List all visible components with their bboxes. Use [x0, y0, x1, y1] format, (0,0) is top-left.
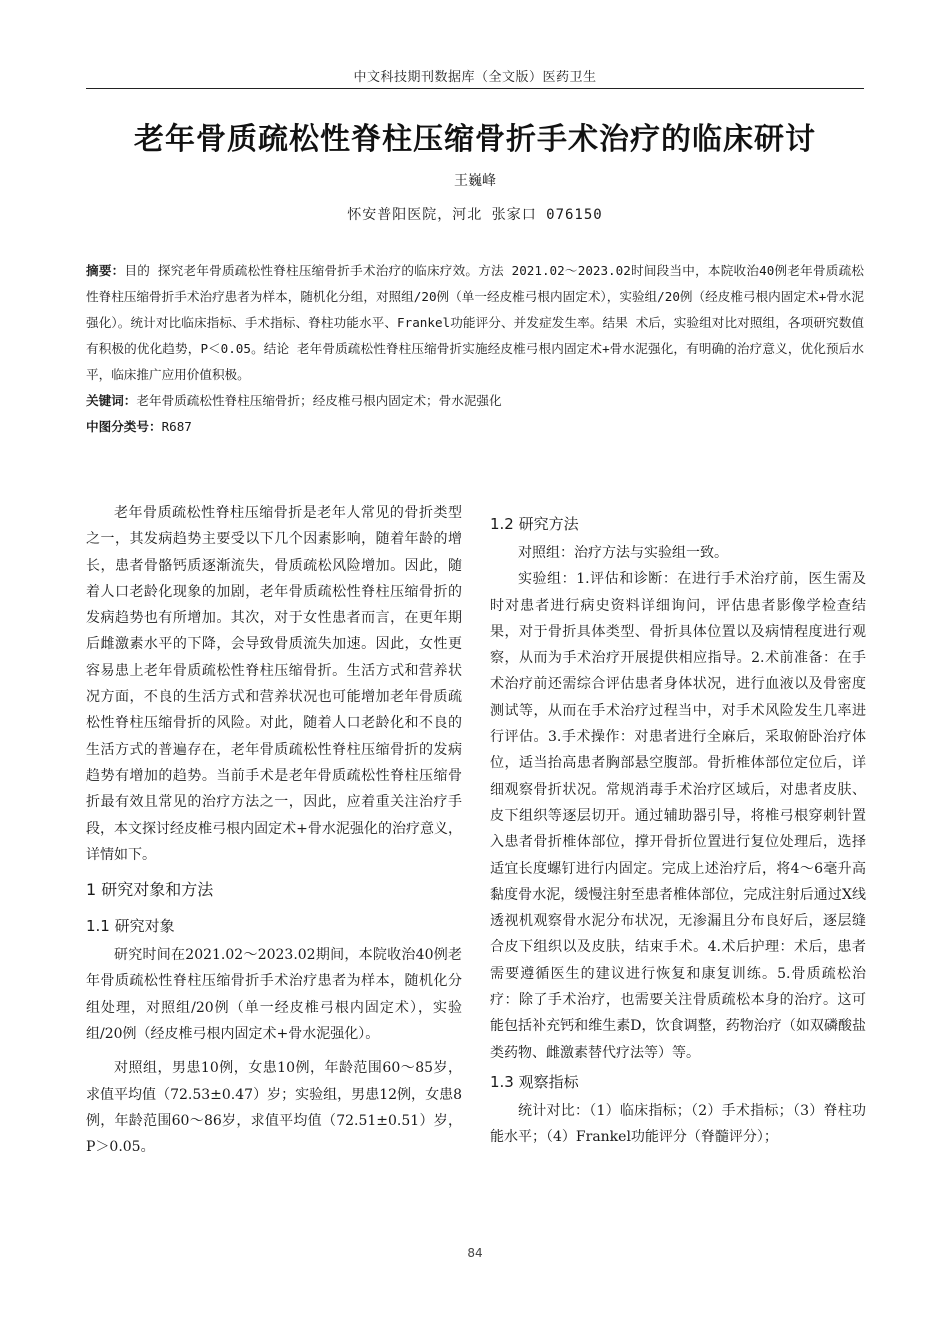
header-rule [86, 88, 864, 89]
abstract-block [86, 258, 864, 440]
author-name: 王巍峰 [454, 173, 496, 189]
classification-label: 中图分类号： [86, 419, 162, 434]
page-number: 84 [467, 1246, 483, 1260]
section-1-1-heading: 1.1 研究对象 [86, 917, 175, 936]
keywords-label: 关键词： [86, 393, 137, 408]
section-1-1-paragraph-1: 研究时间在2021.02～2023.02期间，本院收治40例老年骨质疏松性脊柱压缩骨折手术治疗患者为样本，随机化分组处理，对照组/20例（单一经皮椎弓根内固定术），实验组/20例（经皮椎弓根内固定术+骨水泥强化）。 [86, 947, 462, 1043]
abstract [86, 258, 864, 388]
control-group-paragraph: 对照组：治疗方法与实验组一致。 [518, 545, 728, 561]
abstract-text: 目的 探究老年骨质疏松性脊柱压缩骨折手术治疗的临床疗效。方法 2021.02～2023.02时间段当中，本院收治40例老年骨质疏松性脊柱压缩骨折手术治疗患者为样本，随机化分组，对照组/20例（单一经皮椎弓根内固定术），实验组/20例（经皮椎弓根内固定术+骨水泥强化）。统计对比临床指标、手术指标、脊柱功能水平、Frankel功能评分、并发症发生率。结果 术后，实验组对比对照组，各项研究数值有积极的优化趋势，P＜0.05。结论 老年骨质疏松性脊柱压缩骨折实施经皮椎弓根内固定术+骨水泥强化，有明确的治疗意义，优化预后水平，临床推广应用价值积极。 [86, 263, 865, 382]
intro-paragraph: 老年骨质疏松性脊柱压缩骨折是老年人常见的骨折类型之一，其发病趋势主要受以下几个因素影响，随着年龄的增长，患者骨骼钙质逐渐流失，骨质疏松风险增加。因此，随着人口老龄化现象的加剧，老年骨质疏松性脊柱压缩骨折的发病趋势也有所增加。其次，对于女性患者而言，在更年期后雌激素水平的下降，会导致骨质流失加速。因此，女性更容易患上老年骨质疏松性脊柱压缩骨折。生活方式和营养状况方面，不良的生活方式和营养状况也可能增加老年骨质疏松性脊柱压缩骨折的风险。对此，随着人口老龄化和不良的生活方式的普遍存在，老年骨质疏松性脊柱压缩骨折的发病趋势有增加的趋势。当前手术是老年骨质疏松性脊柱压缩骨折最有效且常见的治疗方法之一，因此，应着重关注治疗手段，本文探讨经皮椎弓根内固定术+骨水泥强化的治疗意义，详情如下。 [86, 505, 462, 863]
author-affiliation: 怀安普阳医院，河北 张家口 076150 [347, 207, 603, 223]
classification [86, 414, 864, 440]
keywords [86, 388, 864, 414]
section-1-1-paragraph-2: 对照组，男患10例，女患10例，年龄范围60～85岁，求值平均值（72.53±0.47）岁；实验组，男患12例，女患8例，年龄范围60～86岁，求值平均值（72.51±0.51）岁，P＞0.05。 [86, 1060, 462, 1156]
section-1-heading: 1 研究对象和方法 [86, 880, 214, 900]
experiment-group-paragraph: 实验组：1.评估和诊断：在进行手术治疗前，医生需及时对患者进行病史资料详细询问，评估患者影像学检查结果，对于骨折具体类型、骨折具体位置以及病情程度进行观察，从而为手术治疗开展提供相应指导。2.术前准备：在手术治疗前还需综合评估患者身体状况，进行血液以及骨密度测试等，从而在手术治疗过程当中，对手术风险发生几率进行评估。3.手术操作：对患者进行全麻后，采取俯卧治疗体位，适当抬高患者胸部悬空腹部。骨折椎体部位定位后，详细观察骨折状况。常规消毒手术治疗区域后，对患者皮肤、皮下组织等逐层切开。通过辅助器引导，将椎弓根穿刺针置入患者骨折椎体部位，撑开骨折位置进行复位处理后，选择适宜长度螺钉进行内固定。完成上述治疗后，将4～6毫升高黏度骨水泥，缓慢注射至患者椎体部位，完成注射后通过X线透视机观察骨水泥分布状况，无渗漏且分布良好后，逐层缝合皮下组织以及皮肤，结束手术。4.术后护理：术后，患者需要遵循医生的建议进行恢复和康复训练。5.骨质疏松治疗：除了手术治疗，也需要关注骨质疏松本身的治疗。这可能包括补充钙和维生素D，饮食调整，药物治疗（如双磷酸盐类药物、雌激素替代疗法等）等。 [490, 571, 866, 1061]
classification-text: R687 [161, 419, 192, 434]
right-column [490, 508, 866, 1151]
left-column [86, 500, 462, 1161]
paper-title: 老年骨质疏松性脊柱压缩骨折手术治疗的临床研讨 [134, 122, 816, 157]
section-1-3-paragraph: 统计对比：（1）临床指标；（2）手术指标；（3）脊柱功能水平；（4）Frankel功能评分（脊髓评分）； [490, 1102, 866, 1146]
abstract-label: 摘要： [86, 263, 125, 278]
section-1-3-heading: 1.3 观察指标 [490, 1072, 579, 1091]
journal-header: 中文科技期刊数据库（全文版）医药卫生 [353, 70, 597, 85]
keywords-text: 老年骨质疏松性脊柱压缩骨折；经皮椎弓根内固定术；骨水泥强化 [136, 393, 502, 408]
section-1-2-heading: 1.2 研究方法 [490, 515, 579, 533]
